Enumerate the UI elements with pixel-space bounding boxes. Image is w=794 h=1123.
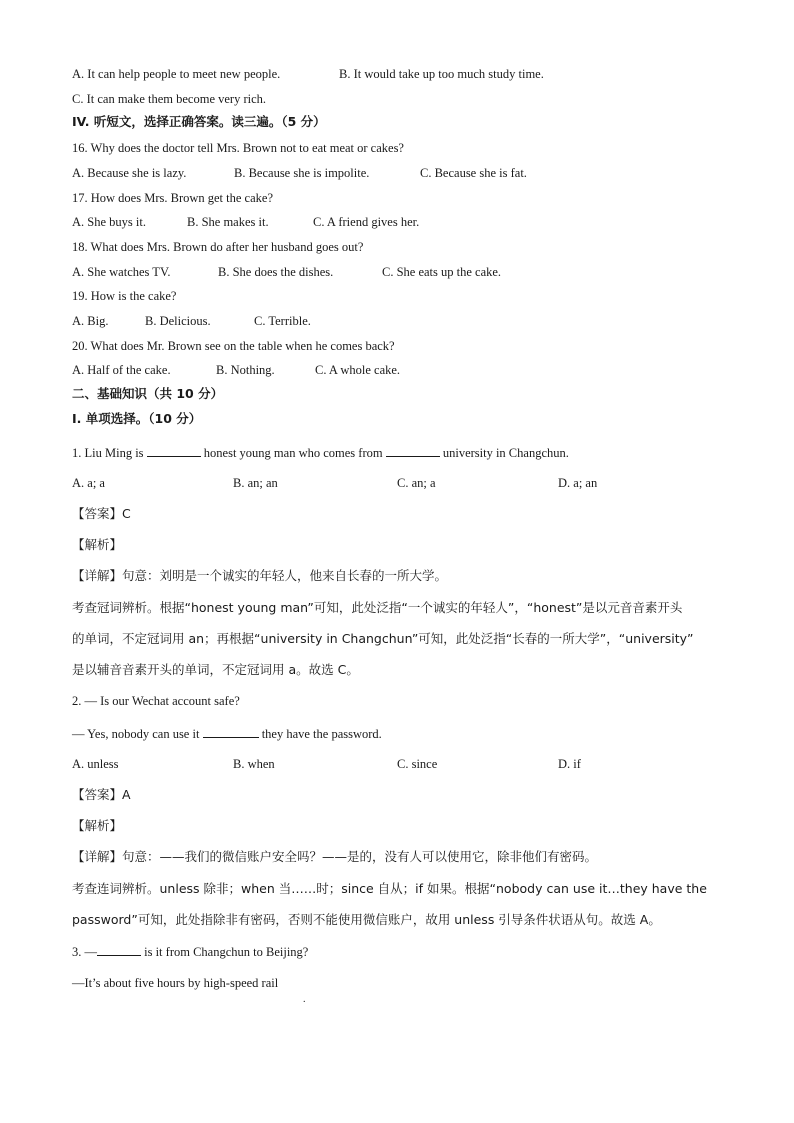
q19-option-c: C. Terrible. <box>254 314 311 328</box>
q2-option-c: C. since <box>397 757 438 771</box>
q3-reply: —It’s about five hours by high-speed rail <box>72 976 279 990</box>
q18-option-c: C. She eats up the cake. <box>382 265 502 279</box>
q2-option-d: D. if <box>558 757 581 771</box>
q1-blank-2 <box>386 444 440 457</box>
q16-option-a: A. Because she is lazy. <box>72 166 187 180</box>
q1-stem-part2: honest young man who comes from <box>203 446 383 460</box>
q17-option-b: B. She makes it. <box>187 215 269 229</box>
part2-title: 二、基础知识（共 10 分） <box>72 386 224 401</box>
q1-stem <box>72 444 569 461</box>
q19-option-b: B. Delicious. <box>145 314 211 328</box>
q2-analysis-label: 【解析】 <box>72 818 123 833</box>
q1-explanation-line3: 是以辅音音素开头的单词，不定冠词用 a。故选 C。 <box>72 662 359 677</box>
q1-option-b: B. an; an <box>233 476 278 490</box>
q3-stem-part2: is it from Changchun to Beijing? <box>144 945 309 959</box>
q1-answer: 【答案】C <box>72 506 131 521</box>
q3-stem-part1: 3. — <box>72 945 97 959</box>
q2-detail: 【详解】句意：——我们的微信账户安全吗？——是的，没有人可以使用它，除非他们有密码。 <box>72 849 598 864</box>
q1-stem-part1: 1. Liu Ming is <box>72 446 144 460</box>
q3-stem <box>72 943 308 960</box>
q17-option-a: A. She buys it. <box>72 215 146 229</box>
q19-stem: 19. How is the cake? <box>72 289 177 303</box>
q2-blank <box>203 725 259 738</box>
stray-dot: . <box>303 994 306 1005</box>
q16-option-b: B. Because she is impolite. <box>234 166 370 180</box>
q2-reply-part1: — Yes, nobody can use it <box>72 727 200 741</box>
q1-option-c: C. an; a <box>397 476 436 490</box>
q1-analysis-label: 【解析】 <box>72 537 123 552</box>
q19-option-a: A. Big. <box>72 314 109 328</box>
q1-stem-part3: university in Changchun. <box>442 446 569 460</box>
q1-explanation-line1: 考查冠词辨析。根据“honest young man”可知，此处泛指“一个诚实的年轻人”，“honest”是以元音音素开头 <box>72 600 683 615</box>
section-iv-title: IV. 听短文，选择正确答案。读三遍。（5 分） <box>72 114 326 129</box>
q1-option-d: D. a; an <box>558 476 598 490</box>
q16-stem: 16. Why does the doctor tell Mrs. Brown not to eat meat or cakes? <box>72 141 404 155</box>
q18-stem: 18. What does Mrs. Brown do after her husband goes out? <box>72 240 364 254</box>
q2-option-a: A. unless <box>72 757 119 771</box>
q20-option-b: B. Nothing. <box>216 363 275 377</box>
q15-option-b: B. It would take up too much study time. <box>339 67 544 81</box>
q16-option-c: C. Because she is fat. <box>420 166 527 180</box>
q17-stem: 17. How does Mrs. Brown get the cake? <box>72 191 273 205</box>
q1-blank-1 <box>147 444 201 457</box>
q2-option-b: B. when <box>233 757 275 771</box>
q2-reply-part2: they have the password. <box>261 727 382 741</box>
q1-option-a: A. a; a <box>72 476 105 490</box>
q20-option-a: A. Half of the cake. <box>72 363 171 377</box>
q2-reply <box>72 725 382 742</box>
q20-stem: 20. What does Mr. Brown see on the table when he comes back? <box>72 339 395 353</box>
q18-option-a: A. She watches TV. <box>72 265 171 279</box>
q3-blank <box>97 943 141 956</box>
q2-explanation-line1: 考查连词辨析。unless 除非；when 当……时；since 自从；if 如果。根据“nobody can use it…they have the <box>72 881 707 896</box>
q2-explanation-line2: password”可知，此处指除非有密码，否则不能使用微信账户，故用 unless 引导条件状语从句。故选 A。 <box>72 912 661 927</box>
q18-option-b: B. She does the dishes. <box>218 265 334 279</box>
q20-option-c: C. A whole cake. <box>315 363 401 377</box>
q2-answer: 【答案】A <box>72 787 131 802</box>
q15-option-a: A. It can help people to meet new people. <box>72 67 281 81</box>
q2-stem: 2. — Is our Wechat account safe? <box>72 694 240 708</box>
q1-detail: 【详解】句意：刘明是一个诚实的年轻人，他来自长春的一所大学。 <box>72 568 448 583</box>
q1-explanation-line2: 的单词，不定冠词用 an；再根据“university in Changchun”可知，此处泛指“长春的一所大学”，“university” <box>72 631 694 646</box>
part2-subtitle: I. 单项选择。（10 分） <box>72 411 202 426</box>
q17-option-c: C. A friend gives her. <box>313 215 420 229</box>
q15-option-c: C. It can make them become very rich. <box>72 92 267 106</box>
